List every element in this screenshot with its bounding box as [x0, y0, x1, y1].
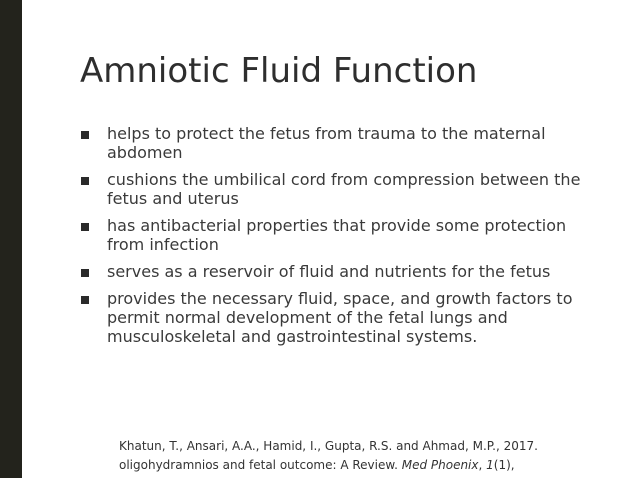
square-bullet-icon: [81, 177, 89, 185]
slide-title: Amniotic Fluid Function: [80, 51, 478, 91]
bullet-item: [80, 124, 600, 162]
bullet-text: helps to protect the fetus from trauma to the maternal abdomen: [107, 124, 546, 162]
square-bullet-icon: [81, 223, 89, 231]
square-bullet-icon: [81, 131, 89, 139]
bullet-text: serves as a reservoir of fluid and nutrients for the fetus: [107, 262, 551, 281]
citation-article-title: oligohydramnios and fetal outcome: A Review.: [119, 458, 402, 472]
left-accent-bar: [0, 0, 22, 478]
citation-volume: 1: [486, 458, 494, 472]
bullet-item: [80, 170, 600, 208]
bullet-text: provides the necessary fluid, space, and growth factors to permit normal development of the fetal lungs and musculoskeletal and gastrointestinal systems.: [107, 289, 573, 346]
bullet-text: has antibacterial properties that provide some protection from infection: [107, 216, 567, 254]
citation-line-2: [119, 456, 629, 475]
bullet-item: [80, 216, 600, 254]
bullet-item: [80, 262, 600, 281]
citation: [119, 437, 629, 475]
square-bullet-icon: [81, 269, 89, 277]
citation-journal: Med Phoenix: [401, 458, 479, 472]
citation-line-1: Khatun, T., Ansari, A.A., Hamid, I., Gupta, R.S. and Ahmad, M.P., 2017.: [119, 439, 538, 453]
bullet-item: [80, 289, 600, 346]
square-bullet-icon: [81, 296, 89, 304]
citation-issue: (1),: [493, 458, 515, 472]
bullet-list: [80, 124, 600, 354]
bullet-text: cushions the umbilical cord from compression between the fetus and uterus: [107, 170, 581, 208]
citation-separator: ,: [478, 458, 487, 472]
